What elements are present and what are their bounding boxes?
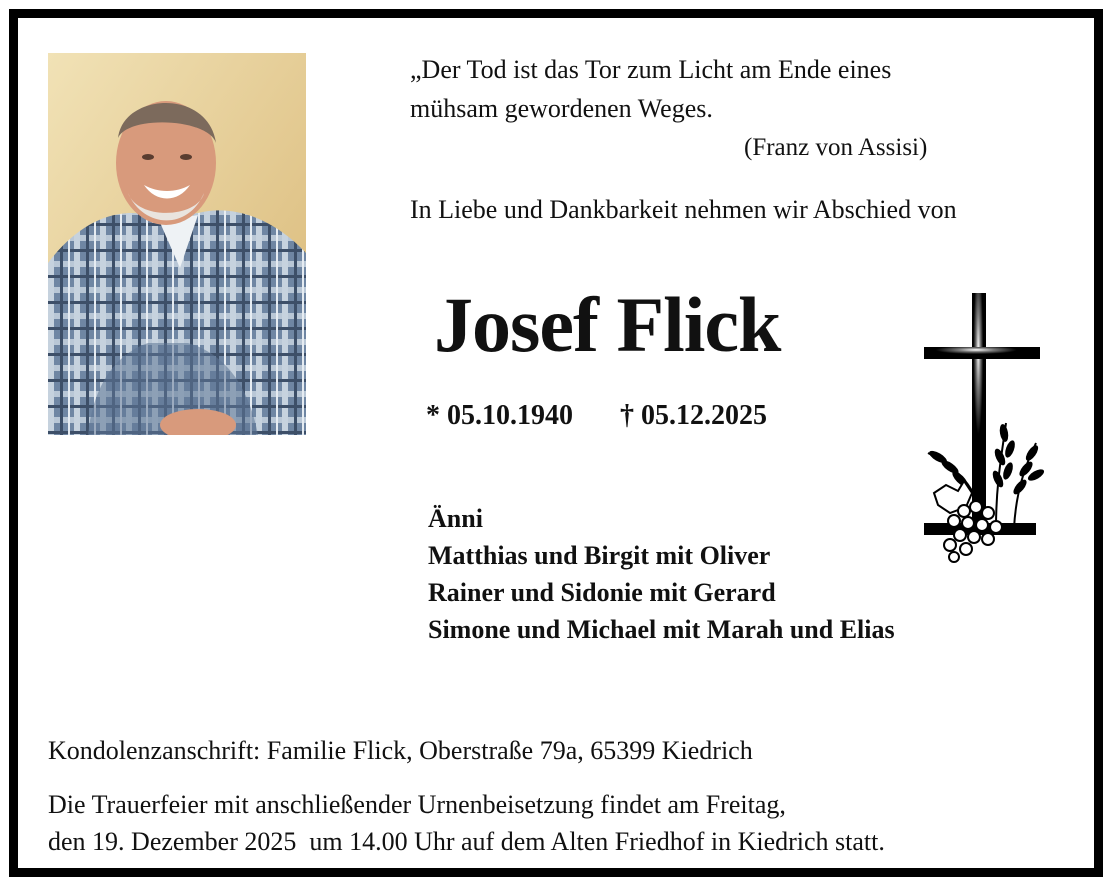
life-dates [426, 400, 767, 432]
death-date: † 05.12.2025 [620, 400, 767, 431]
birth-date: * 05.10.1940 [426, 400, 573, 431]
ceremony-info [48, 786, 885, 860]
ceremony-line-1: Die Trauerfeier mit anschließender Urnenbeisetzung findet am Freitag, [48, 790, 786, 819]
cross-icon [924, 293, 1048, 570]
mourner: Simone und Michael mit Marah und Elias [428, 615, 895, 644]
mourner: Rainer und Sidonie mit Gerard [428, 578, 776, 607]
mourner: Matthias und Birgit mit Oliver [428, 541, 771, 570]
quote-line-2: mühsam gewordenen Weges. [410, 94, 713, 123]
quote [410, 50, 891, 128]
intro-text: In Liebe und Dankbarkeit nehmen wir Abschied von [410, 195, 957, 224]
mourner: Änni [428, 504, 483, 533]
ceremony-line-2: den 19. Dezember 2025 um 14.00 Uhr auf dem Alten Friedhof in Kiedrich statt. [48, 827, 885, 856]
quote-attribution: (Franz von Assisi) [744, 134, 928, 161]
obituary-card [9, 9, 1103, 877]
portrait-photo [48, 53, 306, 435]
quote-line-1: „Der Tod ist das Tor zum Licht am Ende eines [410, 55, 892, 84]
deceased-name: Josef Flick [434, 281, 781, 368]
condolence-address: Kondolenzanschrift: Familie Flick, Oberstraße 79a, 65399 Kiedrich [48, 736, 753, 765]
mourners-list [428, 500, 895, 648]
